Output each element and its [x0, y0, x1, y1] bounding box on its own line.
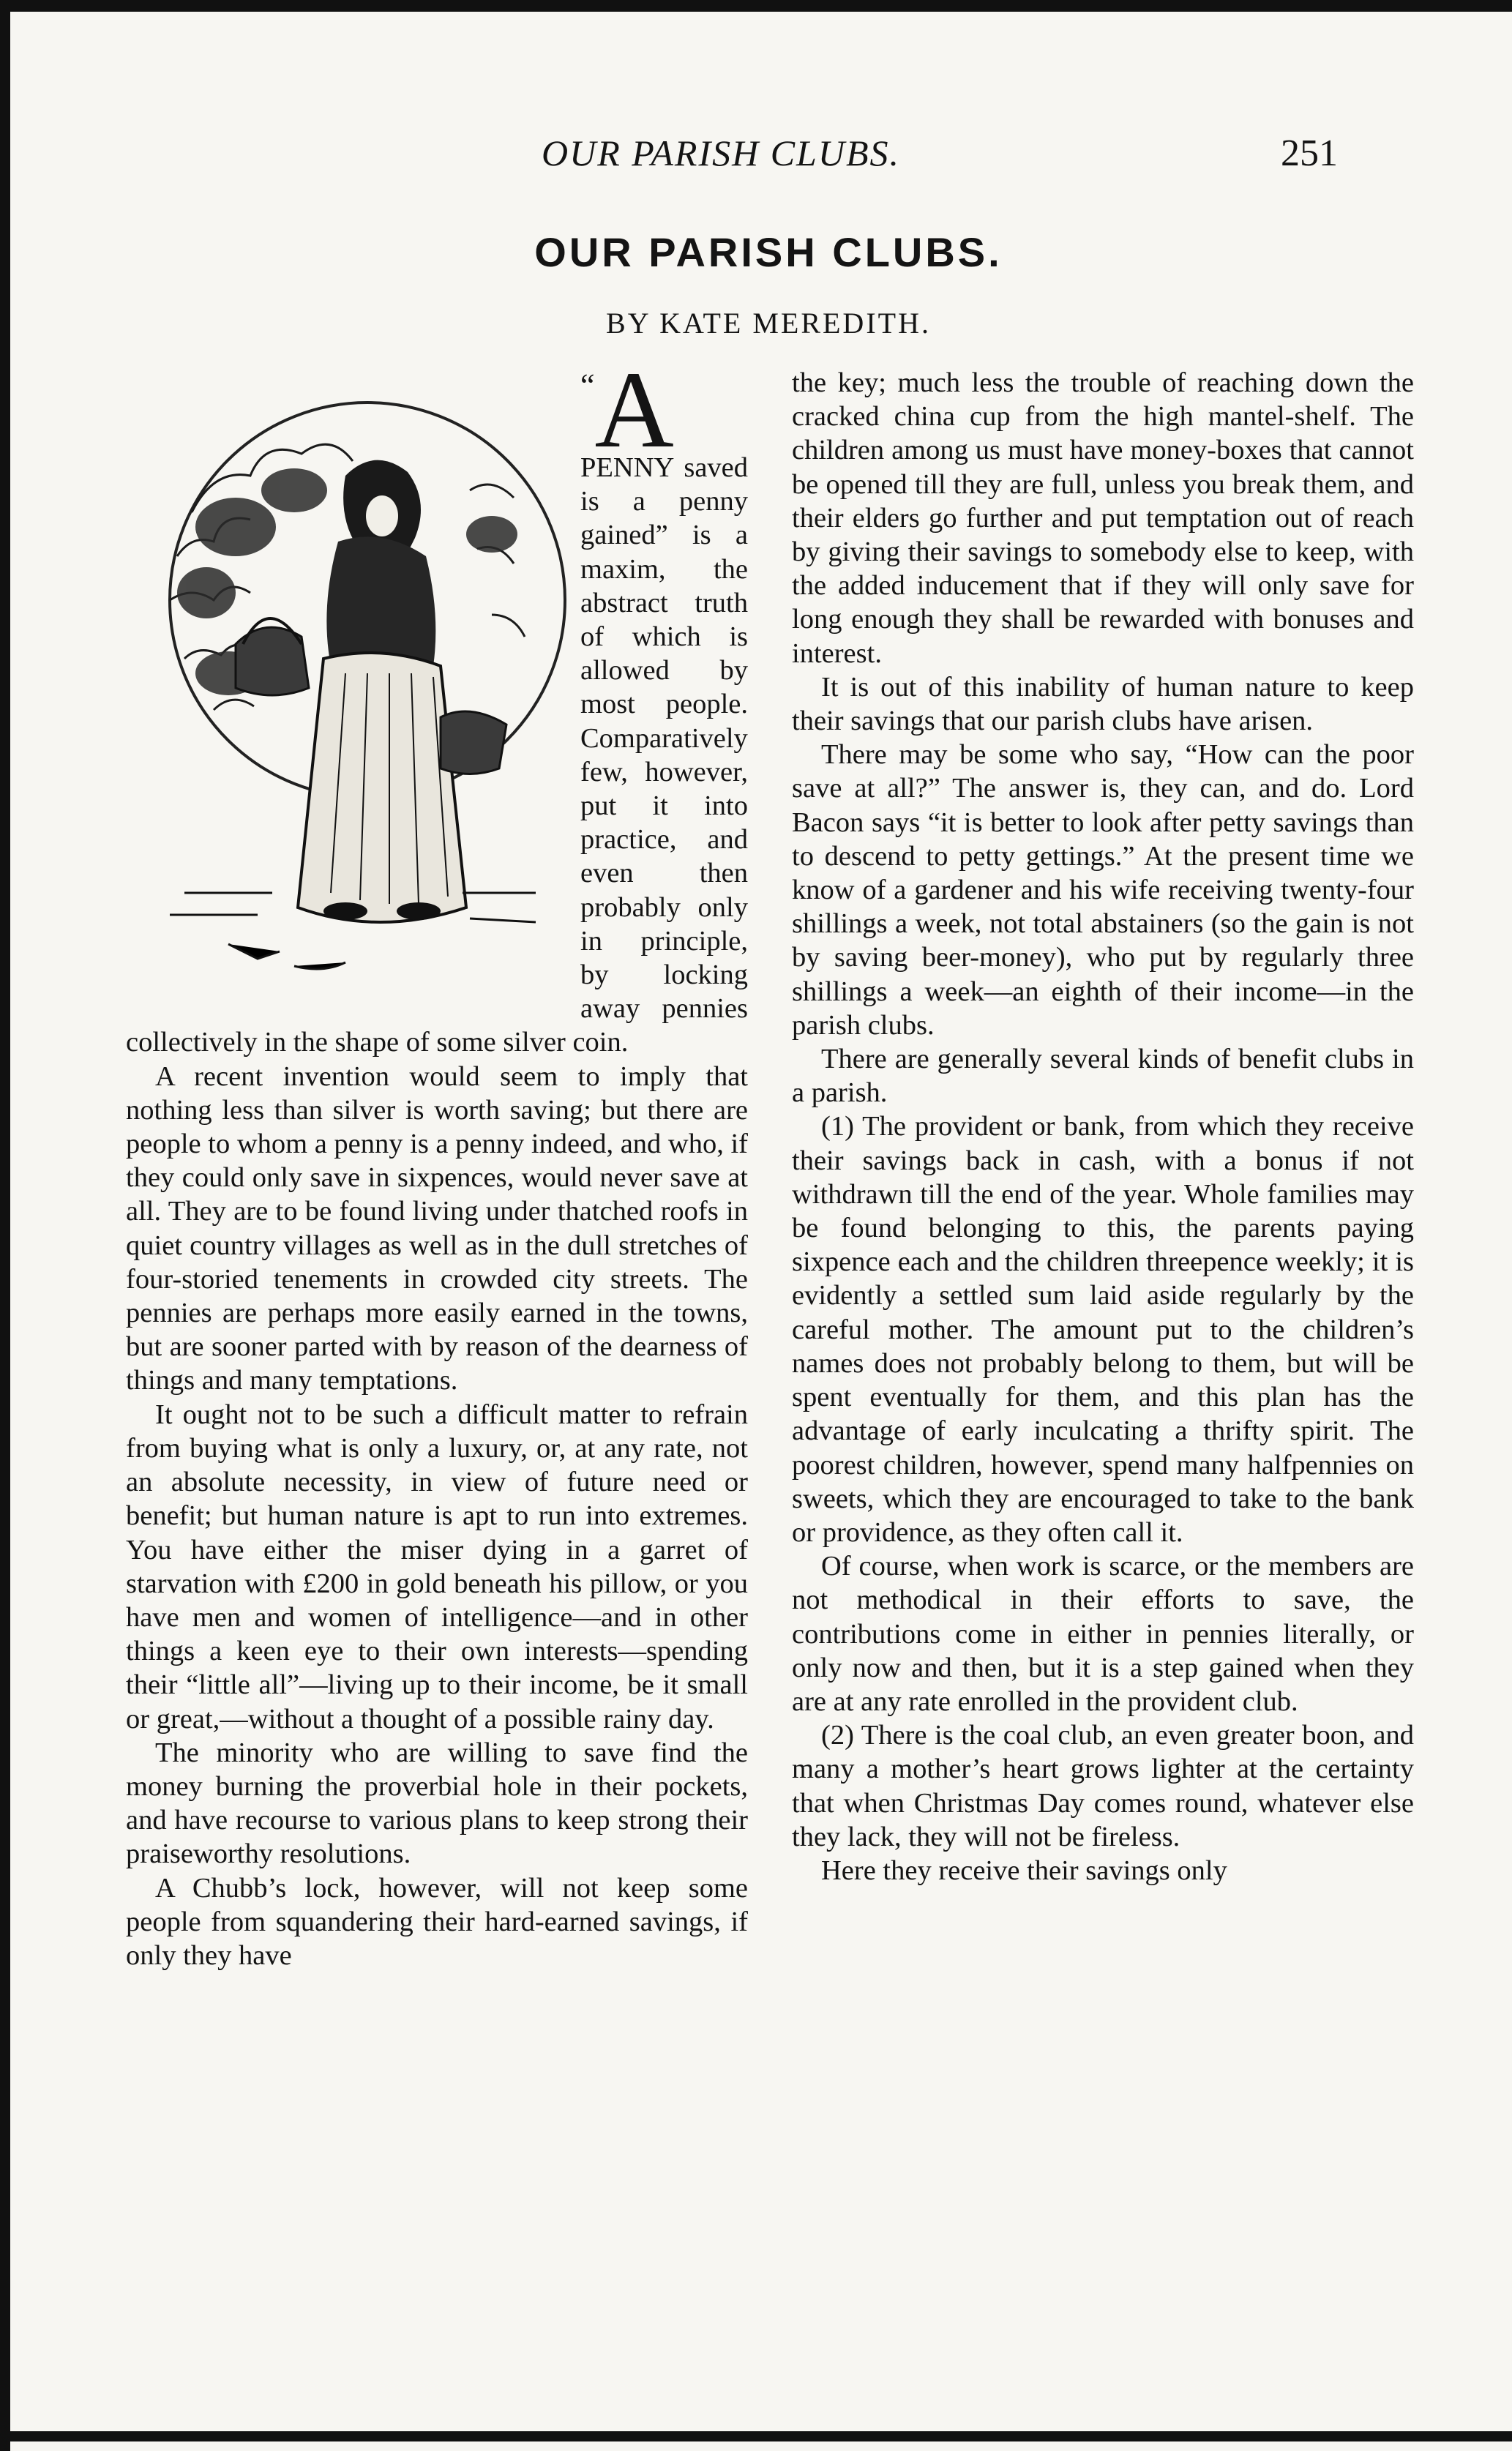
top-border-rule	[0, 0, 1512, 12]
bottom-border-rule	[0, 2431, 1512, 2441]
left-column	[126, 349, 749, 1972]
paragraph: (2) There is the coal club, an even greater boon, and many a mother’s heart grows lighter at the certainty that when Christmas Day comes round, whatever else they lack, they will not be fireless.	[792, 1720, 1414, 1852]
page-number: 251	[1281, 132, 1338, 174]
article-byline: BY KATE MEREDITH.	[606, 307, 931, 340]
left-border-rule	[0, 0, 10, 2451]
running-head: OUR PARISH CLUBS.	[542, 132, 901, 173]
paragraph: (1) The provident or bank, from which they receive their savings back in cash, with a bonus if not withdrawn till the end of the year. Whole families may be found belonging to this, the parents paying sixpence each and the children threepence weekly; it is evidently a settled sum laid aside regularly by the careful mother. The amount put to the children’s names does not probably belong to them, but will be spent eventually for them, and this plan has the advantage of early inculcating a thrifty spirit. The poorest children, however, spend many halfpennies on sweets, which they are encouraged to take to the bank or providence, as they often call it.	[792, 1111, 1414, 1548]
paragraph: It is out of this inability of human nature to keep their savings that our parish clubs have arisen.	[792, 671, 1414, 737]
right-column	[792, 366, 1414, 1887]
woman-carrying-basket-illustration	[126, 366, 569, 1010]
paragraph: Here they receive their savings only	[821, 1855, 1227, 1886]
article-title: OUR PARISH CLUBS.	[534, 229, 1003, 275]
paragraph-continuation: the key; much less the trouble of reaching down the cracked china cup from the high mantel-shelf. The children among us must have money-boxes that cannot be opened till they are full, unless you break them, and their elders go further and put temptation out of reach by giving their savings to somebody else to keep, with the added inducement that if they will only save for long enough they shall be rewarded with bonuses and interest.	[792, 367, 1414, 669]
paragraph: There may be some who say, “How can the poor save at all?” The answer is, they can, and do. Lord Bacon says “it is better to look after petty savings than to descend to petty gettings.” At the present time we know of a gardener and his wife receiving twenty-four shillings a week, not total abstainers (so the gain is not by saving beer-money), who put by regularly three shillings a week—an eighth of their income—in the parish clubs.	[792, 739, 1414, 1041]
drop-cap: “A	[580, 349, 674, 471]
paragraph: There are generally several kinds of benefit clubs in a parish.	[792, 1044, 1414, 1109]
paragraph: A recent invention would seem to imply that nothing less than silver is worth saving; but there are people to whom a penny is a penny indeed, and who, if they could only save in sixpences, would never save at all. They are to be found living under thatched roofs in quiet country villages as well as in the dull stretches of four-storied tenements in crowded city streets. The pennies are perhaps more easily earned in the towns, but are sooner parted with by reason of the dearness of things and many temptations.	[126, 1060, 749, 1396]
paragraph: It ought not to be such a difficult matter to refrain from buying what is only a luxury, or, at any rate, not an absolute necessity, in view of future need or benefit; but human nature is apt to run into extremes. You have either the miser dying in a garret of starvation with £200 in gold beneath his pillow, or you have men and women of intelligence—and in other things a keen eye to their own interests—spending their “little all”—living up to their income, be it small or great,—without a thought of a possible rainy day.	[126, 1399, 748, 1735]
paragraph: A Chubb’s lock, however, will not keep some people from squandering their hard-earned savings, if only they have	[126, 1872, 748, 1971]
opening-paragraph: “A PENNY saved is a penny gained” is a maxim, the abstract truth of which is allowed by most people. Comparatively few, however, put it into practice, and even then probably only in principle, by locking away pennies collectively in the shape of some silver coin.	[126, 349, 748, 1058]
paragraph: Of course, when work is scarce, or the members are not methodical in their efforts to save, the contributions come in either in pennies literally, or only now and then, but it is a step gained when they are at any rate enrolled in the provident club.	[792, 1551, 1414, 1717]
paragraph: The minority who are willing to save find the money burning the proverbial hole in their pockets, and have recourse to various plans to keep strong their praiseworthy resolutions.	[126, 1737, 748, 1870]
